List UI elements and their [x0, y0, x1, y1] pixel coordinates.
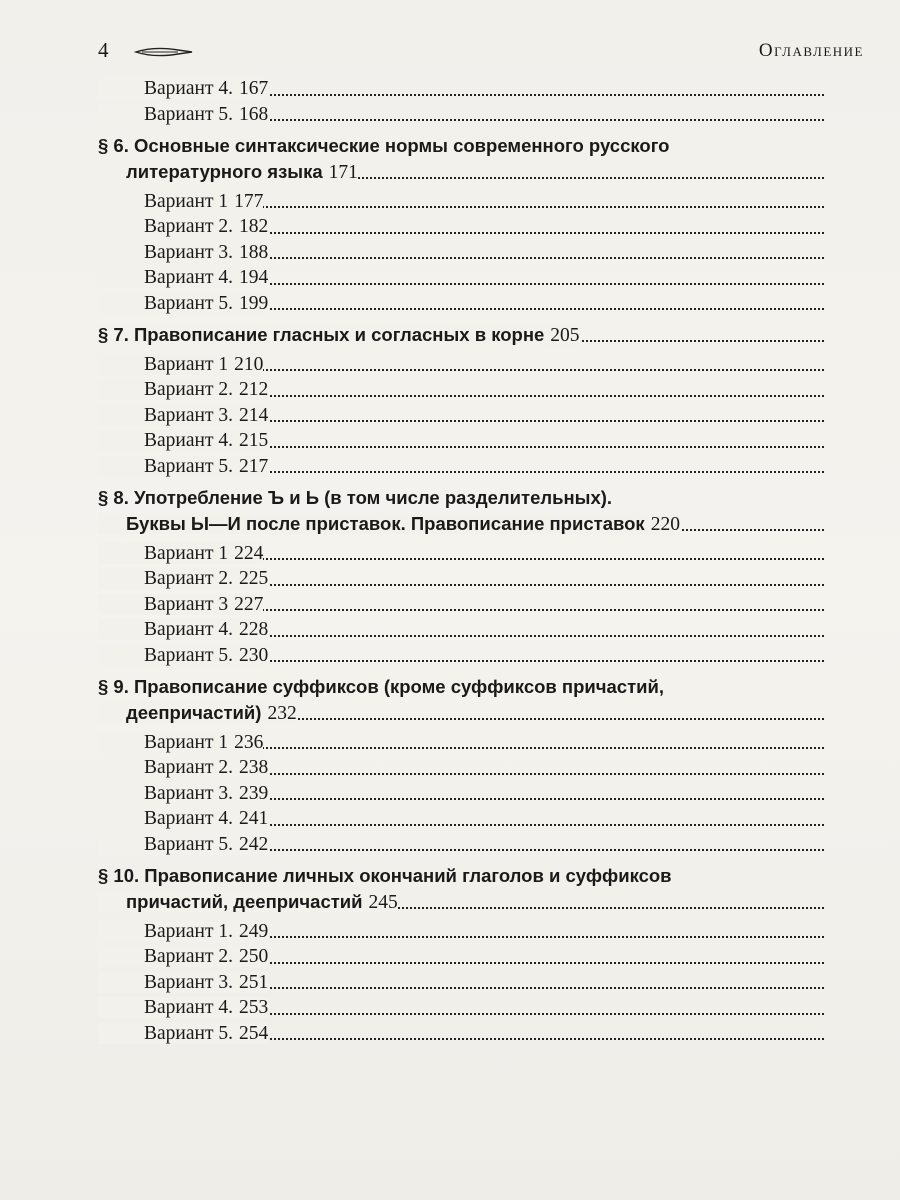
variant-label: Вариант 5.: [98, 456, 235, 477]
variant-label: Вариант 3.: [98, 242, 235, 263]
toc-variant-entry[interactable]: [98, 76, 864, 102]
section-title-line: § 8. Употребление Ъ и Ь (в том числе разделительных).: [98, 487, 613, 508]
variant-label: Вариант 2.: [98, 379, 235, 400]
variant-label: Вариант 2.: [98, 757, 235, 778]
variant-label: Вариант 1: [98, 354, 230, 375]
page-number: 4: [98, 38, 109, 62]
page-ref: 242: [235, 834, 268, 855]
toc-variant-entry[interactable]: [98, 189, 864, 215]
toc-variant-entry[interactable]: [98, 102, 864, 128]
page-ref: 215: [235, 430, 268, 451]
page-ref: 241: [235, 808, 268, 829]
page-ref: 194: [235, 267, 268, 288]
toc-variant-entry[interactable]: [98, 730, 864, 756]
page-ref: 210: [230, 354, 263, 375]
toc-variant-entry[interactable]: [98, 832, 864, 858]
variant-label: Вариант 1: [98, 191, 230, 212]
page-ref: 250: [235, 946, 268, 967]
page-ref: 245: [365, 892, 398, 913]
toc-section-heading[interactable]: [98, 322, 864, 348]
toc-variant-entry[interactable]: [98, 541, 864, 567]
page-ref: 251: [235, 972, 268, 993]
page-ref: 224: [230, 543, 263, 564]
page-ref: 205: [546, 325, 579, 346]
section-title-text: деепричастий): [98, 702, 263, 723]
variant-label: Вариант 5.: [98, 1023, 235, 1044]
page-ref: 228: [235, 619, 268, 640]
section-title-line: [98, 159, 864, 185]
page-ref: 227: [230, 594, 263, 615]
variant-label: Вариант 1: [98, 732, 230, 753]
variant-label: Вариант 4.: [98, 267, 235, 288]
toc-variant-entry[interactable]: [98, 240, 864, 266]
toc-variant-entry[interactable]: [98, 806, 864, 832]
toc-variant-entry[interactable]: [98, 995, 864, 1021]
section-title-text: литературного языка: [98, 161, 325, 182]
toc-variant-entry[interactable]: [98, 643, 864, 669]
variant-label: Вариант 5.: [98, 834, 235, 855]
variant-label: Вариант 5.: [98, 104, 235, 125]
toc-variant-entry[interactable]: [98, 403, 864, 429]
table-of-contents: [98, 76, 864, 1046]
toc-section-heading[interactable]: [98, 133, 864, 185]
page-header: [98, 34, 864, 68]
section-title-line: [98, 700, 864, 726]
page-ref: 236: [230, 732, 263, 753]
page-ref: 232: [263, 703, 296, 724]
page-ref: 188: [235, 242, 268, 263]
page-ref: 167: [235, 78, 268, 99]
variant-label: Вариант 5.: [98, 293, 235, 314]
toc-variant-entry[interactable]: [98, 970, 864, 996]
toc-variant-entry[interactable]: [98, 428, 864, 454]
variant-label: Вариант 5.: [98, 645, 235, 666]
toc-variant-entry[interactable]: [98, 1021, 864, 1047]
variant-label: Вариант 1.: [98, 921, 235, 942]
toc-variant-entry[interactable]: [98, 617, 864, 643]
page-ref: 199: [235, 293, 268, 314]
running-title: Оглавление: [758, 40, 864, 61]
toc-variant-entry[interactable]: [98, 377, 864, 403]
toc-variant-entry[interactable]: [98, 755, 864, 781]
page-ref: 225: [235, 568, 268, 589]
variant-label: Вариант 4.: [98, 430, 235, 451]
page-ref: 239: [235, 783, 268, 804]
page-ref: 238: [235, 757, 268, 778]
toc-variant-entry[interactable]: [98, 781, 864, 807]
variant-label: Вариант 3.: [98, 972, 235, 993]
section-title-line: § 10. Правописание личных окончаний глаголов и суффиксов: [98, 865, 672, 886]
toc-variant-entry[interactable]: [98, 566, 864, 592]
toc-section-heading[interactable]: [98, 485, 864, 537]
variant-label: Вариант 4.: [98, 808, 235, 829]
section-title-line: § 9. Правописание суффиксов (кроме суффиксов причастий,: [98, 676, 665, 697]
page-ref: 230: [235, 645, 268, 666]
page-ref: 182: [235, 216, 268, 237]
toc-variant-entry[interactable]: [98, 214, 864, 240]
toc-variant-entry[interactable]: [98, 265, 864, 291]
section-title-line: [98, 889, 864, 915]
page-ref: 168: [235, 104, 268, 125]
page-ref: 217: [235, 456, 268, 477]
quill-icon: [134, 44, 194, 60]
variant-label: Вариант 1: [98, 543, 230, 564]
variant-label: Вариант 2.: [98, 568, 235, 589]
section-title-text: Буквы Ы—И после приставок. Правописание приставок: [98, 513, 647, 534]
toc-variant-entry[interactable]: [98, 454, 864, 480]
variant-label: Вариант 4.: [98, 78, 235, 99]
variant-label: Вариант 2.: [98, 946, 235, 967]
page-ref: 212: [235, 379, 268, 400]
section-title-line: [98, 322, 864, 348]
page-ref: 214: [235, 405, 268, 426]
toc-variant-entry[interactable]: [98, 919, 864, 945]
section-title-text: причастий, деепричастий: [98, 891, 365, 912]
page-ref: 177: [230, 191, 263, 212]
section-title-text: § 7. Правописание гласных и согласных в корне: [98, 324, 545, 345]
page-ref: 249: [235, 921, 268, 942]
toc-section-heading[interactable]: [98, 674, 864, 726]
variant-label: Вариант 2.: [98, 216, 235, 237]
toc-section-heading[interactable]: [98, 863, 864, 915]
page-ref: 254: [235, 1023, 268, 1044]
variant-label: Вариант 4.: [98, 997, 235, 1018]
page-ref: 220: [647, 514, 680, 535]
variant-label: Вариант 3.: [98, 783, 235, 804]
section-title-line: § 6. Основные синтаксические нормы современного русского: [98, 135, 670, 156]
page-ref: 253: [235, 997, 268, 1018]
variant-label: Вариант 3.: [98, 405, 235, 426]
toc-variant-entry[interactable]: [98, 352, 864, 378]
toc-variant-entry[interactable]: [98, 592, 864, 618]
toc-variant-entry[interactable]: [98, 944, 864, 970]
section-title-line: [98, 511, 864, 537]
variant-label: Вариант 3: [98, 594, 230, 615]
toc-variant-entry[interactable]: [98, 291, 864, 317]
variant-label: Вариант 4.: [98, 619, 235, 640]
page-ref: 171: [325, 162, 358, 183]
